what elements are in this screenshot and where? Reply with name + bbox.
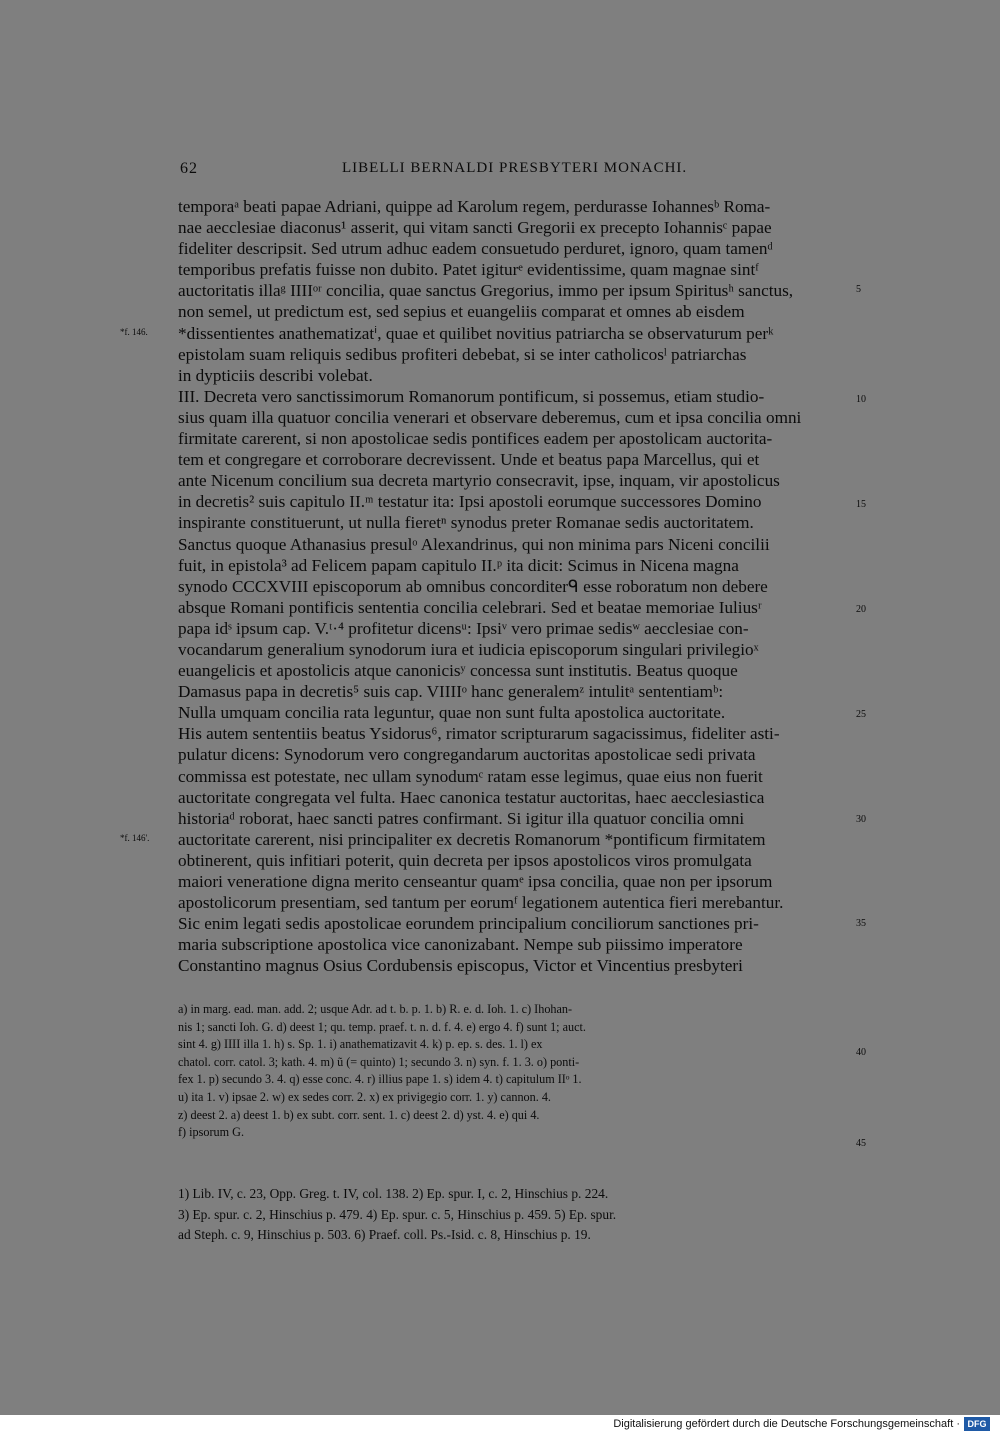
text-line: sius quam illa quatuor concilia venerari et observare deberemus, cum et ipsa concilia omni <box>178 407 802 427</box>
page-header <box>178 160 848 184</box>
text-line: papa idˢ ipsum cap. V.ᵗ·⁴ profitetur dicensᵘ: Ipsiᵛ vero primae sedisʷ aecclesiae con- <box>178 618 749 638</box>
text-line: Damasus papa in decretis⁵ suis cap. VIIIIᵒ hanc generalemᶻ intulitᵃ sententiamᵇ: <box>178 682 724 702</box>
text-line: temporibus prefatis fuisse non dubito. Patet igiturᵉ evidentissime, quam magnae sintᶠ <box>178 260 759 280</box>
text-line: tem et congregare et corroborare decrevissent. Unde et beatus papa Marcellus, qui et <box>178 450 760 470</box>
text-line: inspirante constituerunt, ut nulla fieretⁿ synodus preter Romanae sedis auctoritatem. <box>178 513 754 533</box>
text-line: *dissentientes anathematizatⁱ, quae et quilibet novitius patriarcha se observaturum perᵏ <box>178 323 774 343</box>
text-line: obtinerent, quis infitiari poterit, quin decreta per ipsos apostolicos viros promulgata <box>178 850 752 870</box>
line-number-45: 45 <box>856 1138 866 1149</box>
text-line: epistolam suam reliquis sedibus profiteri debebat, si se inter catholicosˡ patriarchas <box>178 344 747 364</box>
text-line: Nulla umquam concilia rata leguntur, quae non sunt fulta apostolica auctoritate. <box>178 703 726 723</box>
text-line: His autem sententiis beatus Ysidorus⁶, rimator scripturarum sagacissimus, fideliter asti- <box>178 724 780 744</box>
text-line: auctoritate congregata vel fulta. Haec canonica testatur auctoritas, haec aecclesiastica <box>178 787 765 807</box>
source-line: 3) Ep. spur. c. 2, Hinschius p. 479. 4) Ep. spur. c. 5, Hinschius p. 459. 5) Ep. spur. <box>178 1206 617 1222</box>
note-line: u) ita 1. v) ipsae 2. w) ex sedes corr. 2. x) ex privigegio corr. 1. y) cannon. 4. <box>178 1089 551 1104</box>
line-number-10: 10 <box>856 394 866 405</box>
note-line: a) in marg. ead. man. add. 2; usque Adr. ad t. b. p. 1. b) R. e. d. Ioh. 1. c) Ihohan- <box>178 1002 573 1016</box>
text-line: nae aecclesiae diaconus¹ asserit, qui vitam sancti Gregorii ex precepto Iohannisᶜ papae <box>178 218 772 238</box>
note-line: f) ipsorum G. <box>178 1125 245 1140</box>
note-line: chatol. corr. catol. 3; kath. 4. m) ũ (= quinto) 1; secundo 3. n) syn. f. 1. 3. o) ponti- <box>178 1054 580 1069</box>
note-line: nis 1; sancti Ioh. G. d) deest 1; qu. temp. praef. t. n. d. f. 4. e) ergo 4. f) sunt 1; auct. <box>178 1019 586 1034</box>
footer-bar <box>0 1415 1000 1434</box>
footer-credit: Digitalisierung gefördert durch die Deutsche Forschungsgemeinschaft · <box>613 1418 960 1430</box>
line-number-30: 30 <box>856 814 866 825</box>
running-head: LIBELLI BERNALDI PRESBYTERI MONACHI. <box>342 160 688 176</box>
text-line: Sic enim legati sedis apostolicae eorundem principalium conciliorum sanctiones pri- <box>178 914 759 934</box>
text-line: firmitate carerent, si non apostolicae sedis pontifices eadem per apostolicam auctorita- <box>178 429 773 449</box>
text-line: auctoritate carerent, nisi principaliter ex decretis Romanorum *pontificum firmitatem <box>178 829 766 849</box>
text-line: fideliter descripsit. Sed utrum adhuc eadem consuetudo perduret, ignoro, quam tamenᵈ <box>178 239 773 259</box>
source-line: ad Steph. c. 9, Hinschius p. 503. 6) Praef. coll. Ps.-Isid. c. 8, Hinschius p. 19. <box>178 1227 591 1242</box>
text-line: commissa est potestate, nec ullam synodumᶜ ratam esse legimus, quae eius non fuerit <box>178 766 763 786</box>
critical-apparatus <box>178 1001 848 1142</box>
text-line: pulatur dicens: Synodorum vero congregandarum auctoritas apostolicae sedi privata <box>178 745 756 765</box>
line-number-20: 20 <box>856 604 866 615</box>
text-line: fuit, in epistola³ ad Felicem papam capitulo II.ᵖ ita dicit: Scimus in Nicena magna <box>178 555 739 575</box>
note-line: z) deest 2. a) deest 1. b) ex subt. corr. sent. 1. c) deest 2. d) yst. 4. e) qui 4. <box>178 1107 540 1122</box>
text-line: III. Decreta vero sanctissimorum Romanorum pontificum, si possemus, etiam studio- <box>178 386 765 406</box>
line-number-15: 15 <box>856 499 866 510</box>
text-line: maria subscriptione apostolica vice canonizabant. Nempe sub piissimo imperatore <box>178 935 743 955</box>
dfg-logo: DFG <box>964 1417 990 1431</box>
text-line: auctoritatis illaᵍ IIIIᵒʳ concilia, quae sanctus Gregorius, immo per ipsum Spiritusʰ sanctus, <box>178 281 794 301</box>
line-number-40: 40 <box>856 1047 866 1058</box>
note-line: sint 4. g) IIII illa 1. h) s. Sp. 1. i) anathematizavit 4. k) p. ep. s. des. 1. l) ex <box>178 1037 543 1052</box>
text-line: in dypticiis describi volebat. <box>178 365 373 385</box>
text-line: synodo CCCXVIII episcoporum ab omnibus concorditerᑫ esse roboratum non debere <box>178 576 768 596</box>
text-line: ante Nicenum concilium sua decreta martyrio consecravit, ipse, inquam, vir apostolicus <box>178 471 780 491</box>
text-line: Sanctus quoque Athanasius presulᵒ Alexandrinus, qui non minima pars Niceni concilii <box>178 534 770 554</box>
text-line: in decretis² suis capitulo II.ᵐ testatur ita: Ipsi apostoli eorumque successores Domino <box>178 492 762 512</box>
text-line: historiaᵈ roborat, haec sancti patres confirmant. Si igitur illa quatuor concilia omni <box>178 808 745 828</box>
text-line: Constantino magnus Osius Cordubensis episcopus, Victor et Vincentius presbyteri <box>178 956 743 976</box>
main-text <box>178 196 848 976</box>
line-number-5: 5 <box>856 284 861 295</box>
text-line: euangelicis et apostolicis atque canonicisʸ concessa sunt institutis. Beatus quoque <box>178 661 738 681</box>
note-line: fex 1. p) secundo 3. 4. q) esse conc. 4. r) illius pape 1. s) idem 4. t) capitulum IIᵒ 1. <box>178 1072 582 1087</box>
line-number-25: 25 <box>856 709 866 720</box>
text-line: temporaᵃ beati papae Adriani, quippe ad Karolum regem, perdurasse Iohannesᵇ Roma- <box>178 197 771 216</box>
text-line: maiori veneratione digna merito censeantur quamᵉ ipsa concilia, quae non per ipsorum <box>178 872 773 891</box>
folio-mark: *f. 146'. <box>120 833 150 843</box>
folio-mark: *f. 146. <box>120 327 148 337</box>
page-number: 62 <box>180 160 198 177</box>
text-line: absque Romani pontificis sententia concilia celebrari. Sed et beatae memoriae Iuliusʳ <box>178 597 762 617</box>
text-line: apostolicorum presentiam, sed tantum per eorumᶠ legationem autentica fieri merebantur. <box>178 893 784 913</box>
text-line: vocandarum generalium synodorum iura et iudicia episcoporum singulari privilegioˣ <box>178 639 759 659</box>
text-line: non semel, ut predictum est, sed sepius et euangeliis comparat et omnes ab eisdem <box>178 302 745 322</box>
source-notes <box>178 1184 848 1246</box>
line-number-35: 35 <box>856 918 866 929</box>
source-line: 1) Lib. IV, c. 23, Opp. Greg. t. IV, col. 138. 2) Ep. spur. I, c. 2, Hinschius p. 224. <box>178 1186 609 1201</box>
